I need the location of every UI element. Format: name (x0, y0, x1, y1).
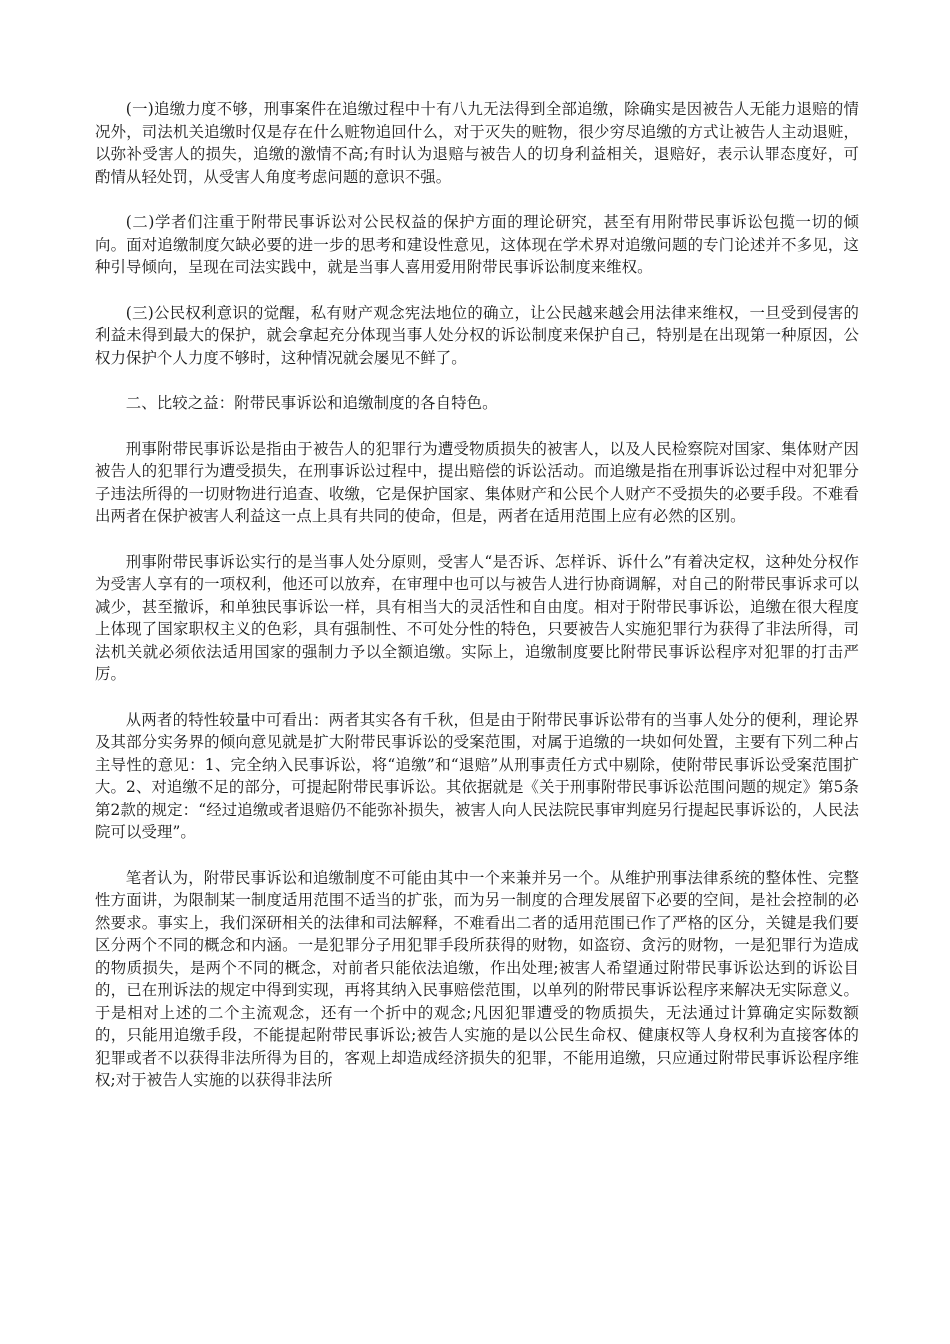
paragraph-5: 刑事附带民事诉讼是指由于被告人的犯罪行为遭受物质损失的被害人，以及人民检察院对国家、集体财产因被告人的犯罪行为遭受损失，在刑事诉讼过程中，提出赔偿的诉讼活动。而追缴是指在刑事诉讼过程中对犯罪分子违法所得的一切财物进行追查、收缴，它是保护国家、集体财产和公民个人财产不受损失的必要手段。不难看出两者在保护被害人利益这一点上具有共同的使命，但是，两者在适用范围上应有必然的区别。 (95, 439, 859, 525)
paragraph-7: 从两者的特性较量中可看出：两者其实各有千秋，但是由于附带民事诉讼带有的当事人处分的便利，理论界及其部分实务界的倾向意见就是扩大附带民事诉讼的受案范围，对属于追缴的一块如何处置，主要有下列二种占主导性的意见：1、完全纳入民事诉讼，将“追缴”和“退赔”从刑事责任方式中剔除，使附带民事诉讼受案范围扩大。2、对追缴不足的部分，可提起附带民事诉讼。其依据就是《关于刑事附带民事诉讼范围问题的规定》第5条第2款的规定：“经过追缴或者退赔仍不能弥补损失，被害人向人民法院民事审判庭另行提起民事诉讼的，人民法院可以受理”。 (95, 710, 859, 841)
paragraph-8: 笔者认为，附带民事诉讼和追缴制度不可能由其中一个来兼并另一个。从维护刑事法律系统的整体性、完整性方面讲，为限制某一制度适用范围不适当的扩张，而为另一制度的合理发展留下必要的空间，是社会控制的必然要求。事实上，我们深研相关的法律和司法解释，不难看出二者的适用范围已作了严格的区分，关键是我们要区分两个不同的概念和内涵。一是犯罪分子用犯罪手段所获得的财物，如盗窃、贪污的财物，一是犯罪行为造成的物质损失，是两个不同的概念，对前者只能依法追缴，作出处理;被害人希望通过附带民事诉讼达到的诉讼目的，已在刑诉法的规定中得到实现，再将其纳入民事赔偿范围，以单列的附带民事诉讼程序来解决无实际意义。于是相对上述的二个主流观念，还有一个折中的观念;凡因犯罪遭受的物质损失，无法通过计算确定实际数额的，只能用追缴手段，不能提起附带民事诉讼;被告人实施的是以公民生命权、健康权等人身权利为直接客体的犯罪或者不以获得非法所得为目的，客观上却造成经济损失的犯罪，不能用追缴，只应通过附带民事诉讼程序维权;对于被告人实施的以获得非法所 (95, 868, 859, 1089)
paragraph-6: 刑事附带民事诉讼实行的是当事人处分原则，受害人“是否诉、怎样诉、诉什么”有着决定权，这种处分权作为受害人享有的一项权利，他还可以放弃，在审理中也可以与被告人进行协商调解，对自己的附带民事诉求可以减少，甚至撤诉，和单独民事诉讼一样，具有相当大的灵活性和自由度。相对于附带民事诉讼，追缴在很大程度上体现了国家职权主义的色彩，具有强制性、不可处分性的特色，只要被告人实施犯罪行为获得了非法所得，司法机关就必须依法适用国家的强制力予以全额追缴。实际上，追缴制度要比附带民事诉讼程序对犯罪的打击严厉。 (95, 552, 859, 683)
paragraph-2: (二)学者们注重于附带民事诉讼对公民权益的保护方面的理论研究，甚至有用附带民事诉讼包揽一切的倾向。面对追缴制度欠缺必要的进一步的思考和建设性意见，这体现在学术界对追缴问题的专门论述并不多见，这种引导倾向，呈现在司法实践中，就是当事人喜用爱用附带民事诉讼制度来维权。 (95, 213, 859, 276)
document-body (95, 98, 859, 1092)
paragraph-3: (三)公民权利意识的觉醒，私有财产观念宪法地位的确立，让公民越来越会用法律来维权，一旦受到侵害的利益未得到最大的保护，就会拿起充分体现当事人处分权的诉讼制度来保护自己，特别是在出现第一种原因，公权力保护个人力度不够时，这种情况就会屡见不鲜了。 (95, 303, 859, 367)
paragraph-1: (一)追缴力度不够，刑事案件在追缴过程中十有八九无法得到全部追缴，除确实是因被告人无能力退赔的情况外，司法机关追缴时仅是存在什么赃物追回什么，对于灭失的赃物，很少穷尽追缴的方式让被告人主动退赃，以弥补受害人的损失，追缴的激情不高;有时认为退赔与被告人的切身利益相关，退赔好，表示认罪态度好，可酌情从轻处罚，从受害人角度考虑问题的意识不强。 (95, 100, 859, 186)
section-heading: 二、比较之益：附带民事诉讼和追缴制度的各自特色。 (125, 394, 498, 412)
